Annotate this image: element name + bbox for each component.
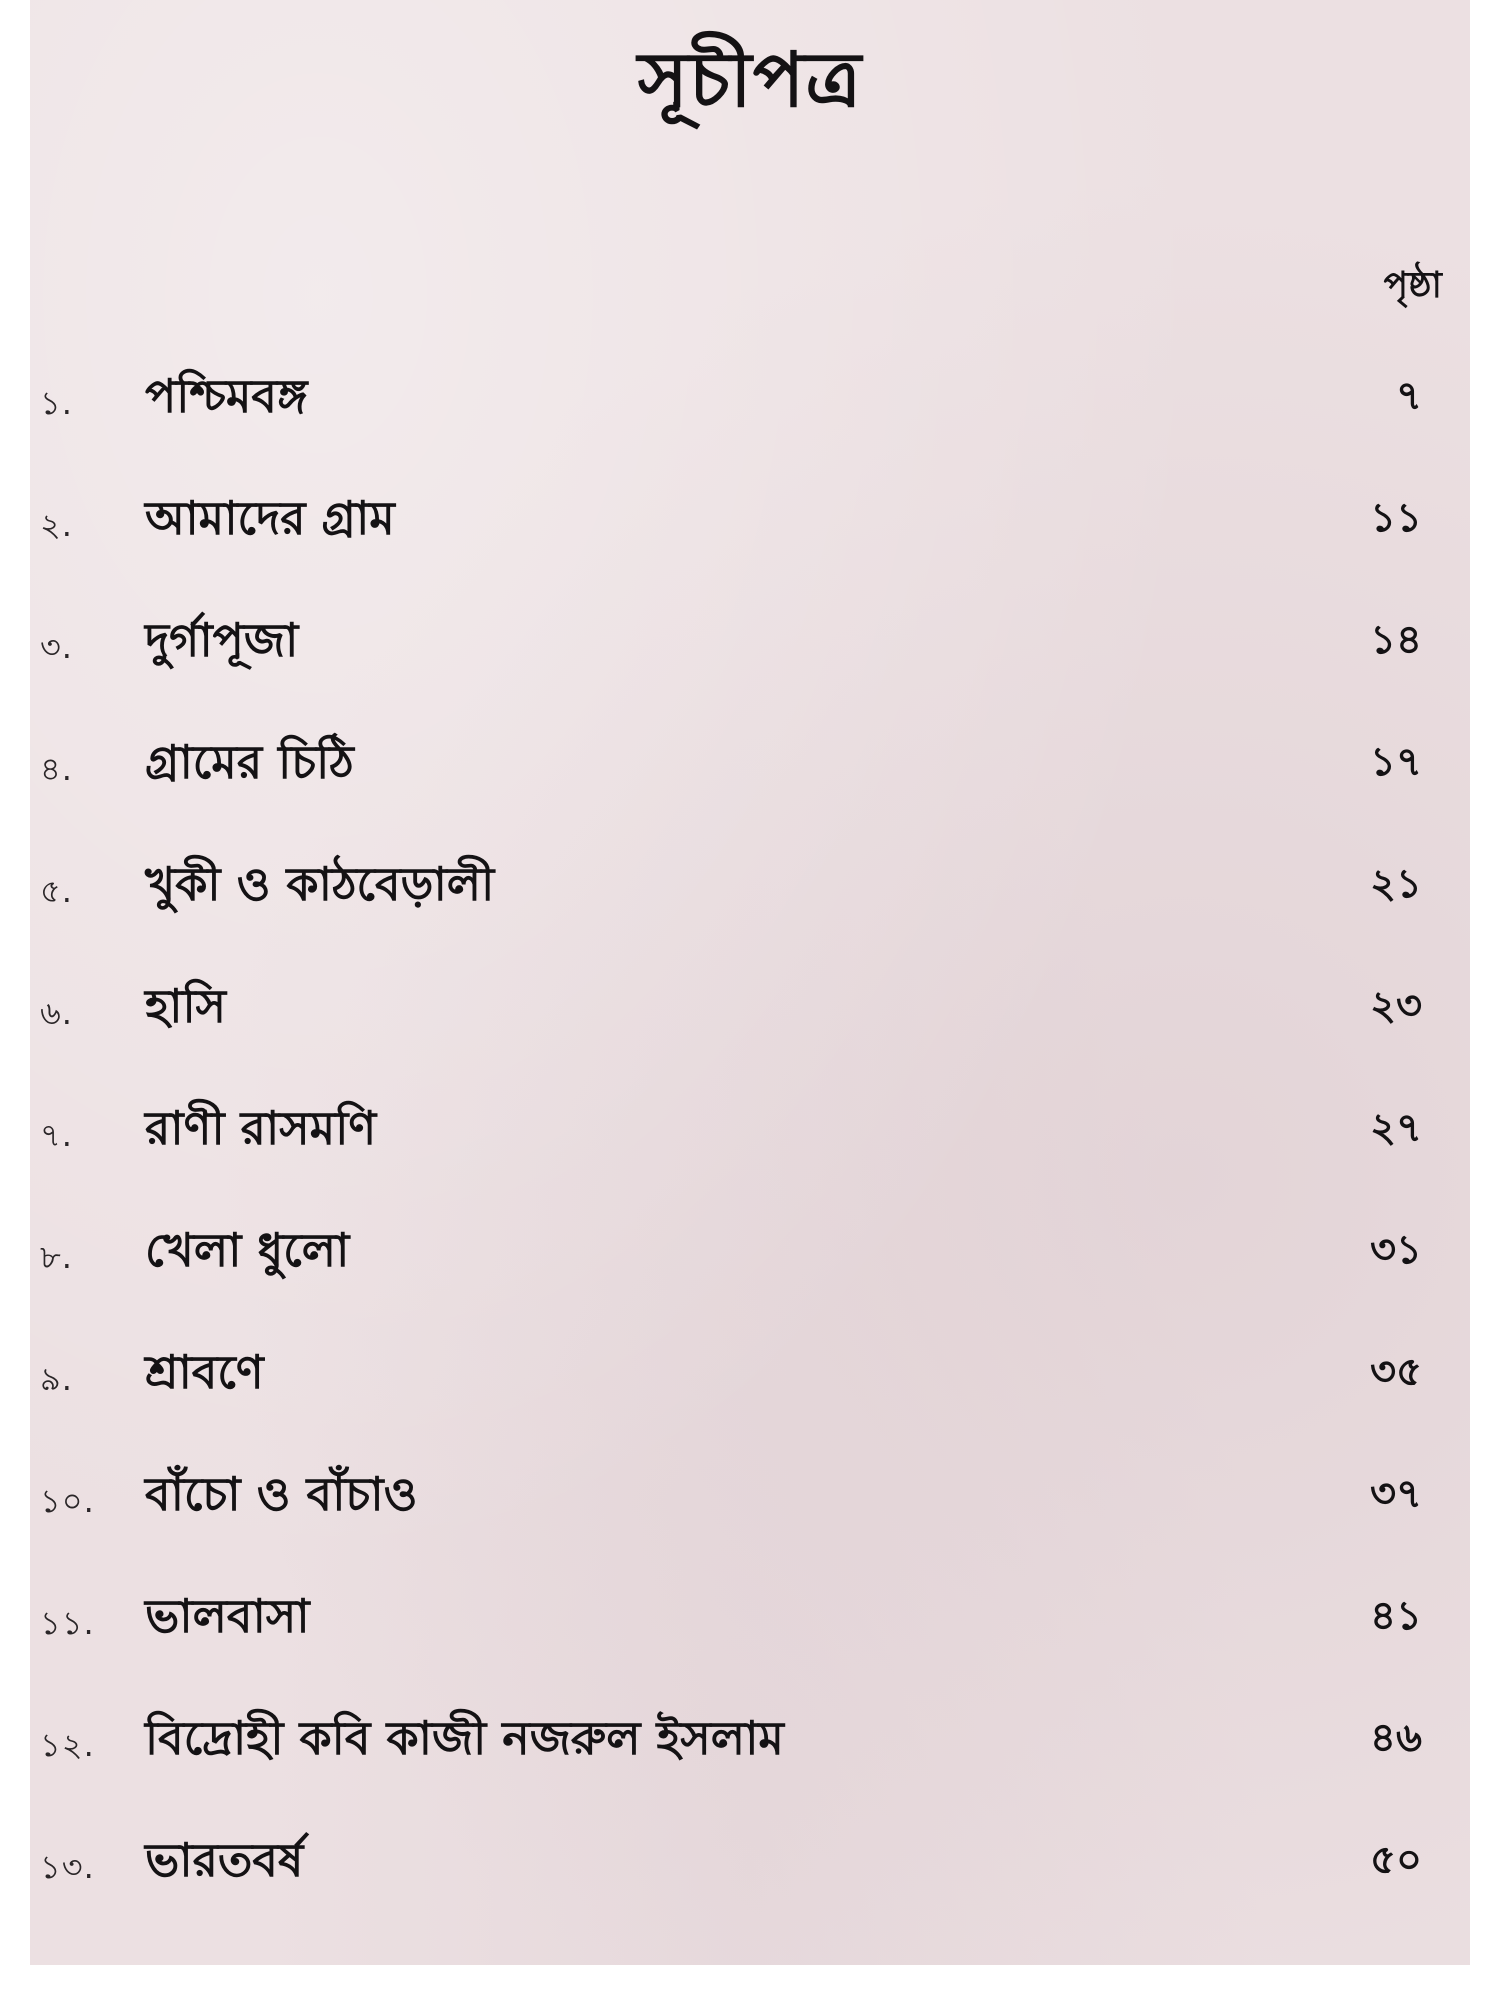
toc-entry-title: গ্রামের চিঠি [145,735,354,789]
toc-entry-page: ৭ [1395,373,1422,419]
toc-entry-title: আমাদের গ্রাম [145,491,395,545]
toc-entry [30,716,1470,838]
toc-entry [30,350,1470,472]
toc-entry-number: ৪. [40,750,73,788]
toc-entry-title: হাসি [145,979,227,1033]
toc-entry-number: ৮. [40,1238,73,1276]
toc-entry-title: ভারতবর্ষ [145,1833,304,1887]
toc-entry [30,1326,1470,1448]
toc-entry-number: ১১. [40,1604,95,1642]
toc-entry-page: ৫০ [1370,1837,1422,1883]
toc-entry-number: ১. [40,384,73,422]
toc-entry-page: ২১ [1370,861,1422,907]
toc-entry [30,960,1470,1082]
toc-entry [30,594,1470,716]
toc-entry-page: ৩৭ [1369,1471,1422,1517]
toc-entry-page: ২৭ [1369,1105,1422,1151]
toc-entry-title: খুকী ও কাঠবেড়ালী [145,857,495,911]
toc-entry-title: বিদ্রোহী কবি কাজী নজরুল ইসলাম [145,1711,784,1765]
toc-entry-title: বাঁচো ও বাঁচাও [145,1467,418,1521]
toc-entry-number: ১০. [40,1482,95,1520]
toc-entry [30,1204,1470,1326]
toc-entry-title: রাণী রাসমণি [145,1101,377,1155]
toc-entry-page: ৪৬ [1370,1715,1422,1761]
toc-entry-page: ১১ [1370,495,1422,541]
page-title: সূচীপত্র [637,35,863,124]
toc-page [30,0,1470,1965]
toc-entry-page: ৩৫ [1370,1349,1422,1395]
toc-entry-page: ৩১ [1370,1227,1422,1273]
toc-entry-number: ৭. [40,1116,73,1154]
toc-entry-page: ১৪ [1370,617,1422,663]
toc-entry-number: ১৩. [40,1848,95,1886]
toc-entry-number: ৩. [40,628,73,666]
toc-entry-number: ৬. [40,994,73,1032]
page-column-label: পৃষ্ঠা [1383,265,1442,306]
toc-entry [30,472,1470,594]
toc-entry-title: শ্রাবণে [145,1345,264,1399]
toc-entry [30,1570,1470,1692]
toc-entry [30,1814,1470,1936]
toc-entry [30,1448,1470,1570]
toc-entry-title: খেলা ধুলো [145,1223,350,1277]
toc-entry-number: ১২. [40,1726,95,1764]
toc-entry-title: দুর্গাপূজা [145,613,299,667]
toc-entry-title: ভালবাসা [145,1589,310,1643]
toc-entry [30,838,1470,960]
toc-entry-number: ৯. [40,1360,73,1398]
toc-entry-number: ৫. [40,872,73,910]
toc-entry [30,1082,1470,1204]
toc-entry [30,1692,1470,1814]
toc-entry-page: ২৩ [1369,983,1422,1029]
toc-list [30,350,1470,1936]
toc-entry-page: ১৭ [1370,739,1422,785]
toc-entry-number: ২. [40,506,73,544]
toc-entry-title: পশ্চিমবঙ্গ [145,369,308,423]
toc-entry-page: ৪১ [1370,1593,1422,1639]
